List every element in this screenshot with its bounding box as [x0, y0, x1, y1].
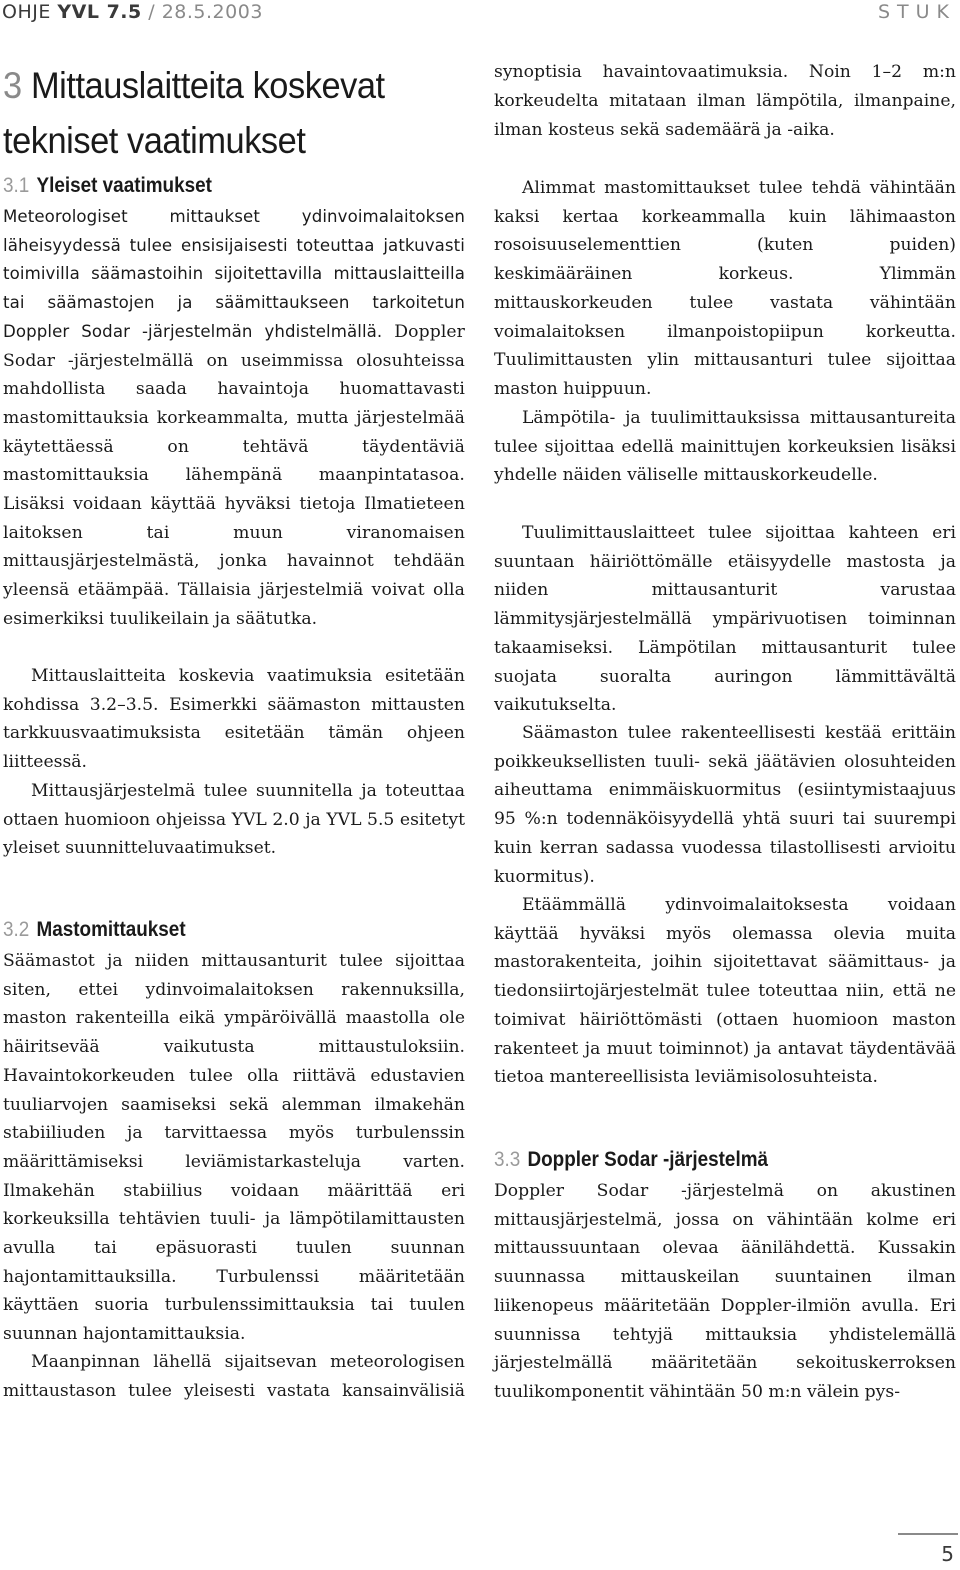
page-number: 5 [941, 1542, 954, 1566]
paragraph: Lämpötila- ja tuulimittauksissa mittausantureita tulee sijoittaa edellä mainittujen korkeuksien lisäksi yhdelle näiden väliselle mittauskorkeudelle. [494, 408, 956, 486]
section-title: Doppler Sodar -järjestelmä [527, 1148, 769, 1171]
paragraph-continuation: synoptisia havaintovaatimuksia. Noin 1–2 m:n korkeudelta mitataan ilman lämpötila, ilmanpaine, ilman kosteus sekä sademäärä ja -aika. [494, 62, 956, 140]
paragraph-start: Maanpinnan lähellä sijaitsevan meteorologisen mittaustason tulee yleisesti vastata kansainvälisiä [3, 1352, 465, 1401]
section-heading-3-3 [494, 1148, 768, 1172]
section-title: Yleiset vaatimukset [36, 174, 212, 197]
chapter-title [3, 58, 440, 168]
section-title: Mastomittaukset [36, 918, 186, 941]
page-number-rule [898, 1533, 958, 1535]
paragraph: Säämastot ja niiden mittausanturit tulee sijoittaa siten, ettei ydinvoimalaitoksen rakennuksilla, maston rakenteilla eikä ympäröivällä maastolla ole häiritsevää vaikutusta mittaustuloksiin. Havaintokorkeuden tulee olla riittävä edustavien tuuliarvojen saamiseksi sekä alemman ilmakehän stabiiliuden ja tarvittaessa myös turbulenssin määrittämiseksi leviämistarkasteluja varten. Ilmakehän stabiilius voidaan määrittää eri korkeuksilla tehtävien tuuli- ja lämpötilamittausten avulla tai epäsuorasti tuulen suunnan hajontamittauksilla. Turbulenssi määritetään käyttäen suoria turbulenssimittauksia tai tuulen suunnan hajontamittauksia. [3, 951, 465, 1345]
chapter-title-line2: tekniset vaatimukset [3, 120, 306, 161]
paragraph: Etäämmällä ydinvoimalaitoksesta voidaan käyttää hyväksi myös olemassa olevia muita mastorakenteita, joihin sijoitettavat säämittaus- ja tiedonsiirtojärjestelmät tulee toteuttaa niin, että ne toimivat häiriöttömästi (ottaen huomioon maston rakenteet ja muut toiminnot) ja antavat täydentävää tietoa mantereellisista leviämisolosuhteista. [494, 895, 956, 1088]
section-number: 3.2 [3, 918, 30, 941]
chapter-title-line1: Mittauslaitteita koskevat [30, 65, 385, 106]
paragraph: Alimmat mastomittaukset tulee tehdä vähintään kaksi kertaa korkeammalla kuin lähimaaston rosoisuuselementtien (kuten puiden) keskimääräinen korkeus. Ylimmän mittauskorkeuden tulee vastata vähintään voimalaitoksen ilmanpoistopiipun korkeutta. Tuulimittausten ylin mittausanturi tulee sijoittaa maston huippuun. [494, 178, 956, 399]
section-heading-3-1 [3, 174, 212, 198]
paragraph: Doppler Sodar -järjestelmä on akustinen mittausjärjestelmä, jossa on vähintään kolme eri mittaussuuntaan olevaa äänilähdettä. Kussakin suunnassa mittauskeilan suuntainen ilman liikenopeus määritetään Doppler-ilmiön avulla. Eri suunnissa tehtyjä mittauksia yhdistelemällä järjestelmällä määritetään sekoituskerroksen tuulikomponentit vähintään 50 m:n välein pys- [494, 1181, 956, 1402]
running-header [0, 0, 960, 28]
header-organization: STUK [877, 1, 956, 23]
paragraph: Meteorologiset mittaukset ydinvoimalaitoksen läheisyydessä tulee ensisijaisesti toteuttaa jatkuvasti toimivilla säämastoihin sijoitettavilla mittauslaitteilla tai säämastojen ja säämittaukseen tarkoitetun Doppler Sodar -järjestelmän yhdistelmällä. Doppler Sodar -järjestelmällä on useimmissa olosuhteissa mahdollista saada havaintoja huomattavasti mastomittauksia korkeammalta, mutta järjestelmää käytettäessä on tehtävä täydentäviä mastomittauksia lähempänä maanpintatasoa. Lisäksi voidaan käyttää hyväksi tietoja Ilmatieteen laitoksen tai muun viranomaisen mittausjärjestelmästä, jonka havainnot tehdään yleensä etäämpää. Tällaisia järjestelmiä voivat olla esimerkiksi tuulikeilain ja säätutka. [3, 207, 465, 629]
paragraph: Mittausjärjestelmä tulee suunnitella ja toteuttaa ottaen huomioon ohjeissa YVL 2.0 ja YVL 5.5 esitetyt yleiset suunnitteluvaatimukset. [3, 781, 465, 859]
section-heading-3-2 [3, 918, 186, 942]
section-number: 3.3 [494, 1148, 521, 1171]
section-number: 3.1 [3, 174, 30, 197]
chapter-number: 3 [3, 65, 22, 106]
paragraph: Tuulimittauslaitteet tulee sijoittaa kahteen eri suuntaan häiriöttömälle etäisyydelle mastosta ja niiden mittausanturit varustaa lämmitysjärjestelmällä ympärivuotisen toiminnan takaamiseksi. Lämpötilan mittausanturit tulee suojata suoralta auringon lämmittävältä vaikutukselta. [494, 523, 956, 716]
paragraph: Säämaston tulee rakenteellisesti kestää erittäin poikkeuksellisten tuuli- sekä jäätävien olosuhteiden aiheuttama enimmäiskuormitus (esiintymistaajuus 95 %:n todennäköisyydellä yhtä suuri tai suurempi kuin kerran sadassa vuodessa tilastollisesti arvioitu kuormitus). [494, 723, 956, 887]
header-document-id: OHJE YVL 7.5 / 28.5.2003 [2, 1, 263, 23]
paragraph: Mittauslaitteita koskevia vaatimuksia esitetään kohdissa 3.2–3.5. Esimerkki säämaston mittausten tarkkuusvaatimuksista esitetään tämän ohjeen liitteessä. [3, 666, 465, 773]
